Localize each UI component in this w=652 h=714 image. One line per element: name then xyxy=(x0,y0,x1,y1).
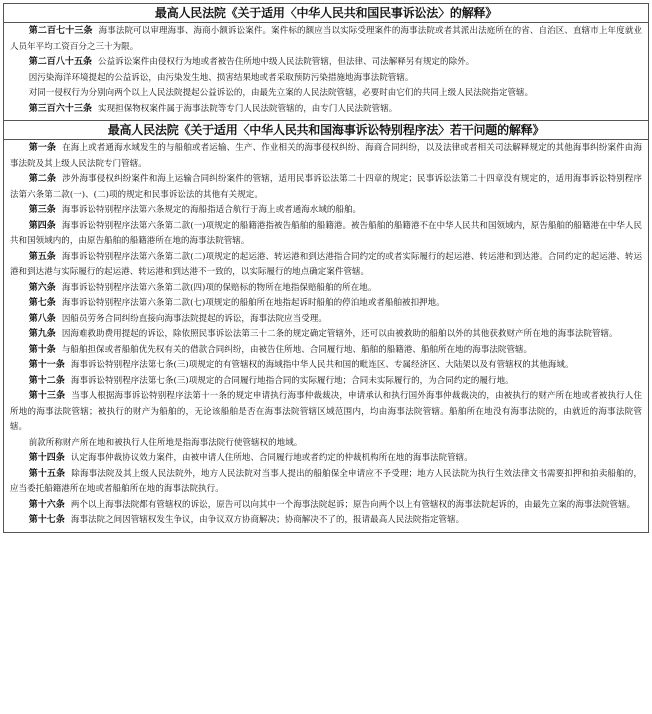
paragraph-text: 与船舶担保或者船舶优先权有关的借款合同纠纷，由被告住所地、合同履行地、船舶的船籍港、船舶所在地的海事法院管辖。 xyxy=(61,344,533,355)
section-content xyxy=(4,140,648,532)
paragraph-text: 对同一侵权行为分别向两个以上人民法院提起公益诉讼的，由最先立案的人民法院管辖，必要时由它们的共同上级人民法院指定管辖。 xyxy=(28,88,534,98)
paragraph-text: 海事诉讼特别程序法第六条第二款(一)项规定的船籍港指被告船舶的船籍港。被告船舶的船籍港不在中华人民共和国领域内，原告船舶的船籍港在中华人民共和国领域内的，由原告船舶的船籍港所在地的海事法院管辖。 xyxy=(10,220,643,246)
paragraph xyxy=(10,86,642,102)
article-number: 第三百六十三条 xyxy=(28,103,93,114)
paragraph xyxy=(10,343,642,359)
paragraph-text: 因海难救助费用提起的诉讼，除依照民事诉讼法第三十二条的规定确定管辖外，还可以由被救助的船舶以外的其他获救财产所在地的海事法院管辖。 xyxy=(61,329,618,339)
paragraph xyxy=(10,374,642,390)
paragraph xyxy=(10,296,642,312)
paragraph xyxy=(10,451,642,467)
paragraph-text: 海事诉讼特别程序法第六条第二款(二)项规定的起运港、转运港和到达港指合同约定的或者实际履行的起运港、转运港和到达港。合同约定的起运港、转运港和到达港与实际履行的起运港、转运港和到达港不一致的，以实际履行的地点确定案件管辖。 xyxy=(10,251,643,277)
paragraph xyxy=(10,55,642,71)
paragraph xyxy=(10,24,642,55)
section-title: 最高人民法院《关于适用〈中华人民共和国海事诉讼特别程序法〉若干问题的解释》 xyxy=(4,121,648,140)
article-number: 第十二条 xyxy=(28,375,65,386)
paragraph xyxy=(10,203,642,219)
paragraph-text: 前款所称财产所在地和被执行人住所地是指海事法院行使管辖权的地域。 xyxy=(28,437,303,448)
article-number: 第二百七十三条 xyxy=(28,26,93,36)
paragraph-text: 涉外海事侵权纠纷案件和海上运输合同纠纷案件的管辖，适用民事诉讼法第二十四章的规定；民事诉讼法第二十四章没有规定的，适用海事诉讼特别程序法第六条第二款(一)、(二)项的规定和民事诉讼法的其他有关规定。 xyxy=(10,174,642,200)
paragraph xyxy=(10,467,642,498)
article-number: 第四条 xyxy=(28,220,56,231)
paragraph-text: 海事诉讼特别程序法第六条规定的海船指适合航行于海上或者通海水域的船舶。 xyxy=(61,205,362,215)
paragraph xyxy=(10,219,642,250)
document-page xyxy=(3,3,649,533)
paragraph-text: 海事法院可以审理海事、海商小额诉讼案件。案件标的额应当以实际受理案件的海事法院或者其派出法庭所在的省、自治区、直辖市上年度就业人员年平均工资百分之三十为限。 xyxy=(10,26,642,52)
section-title: 最高人民法院《关于适用〈中华人民共和国民事诉讼法〉的解释》 xyxy=(4,4,648,23)
paragraph xyxy=(10,389,642,436)
paragraph xyxy=(10,71,642,87)
paragraph-text: 海事诉讼特别程序法第七条(三)项规定的有管辖权的海域指中华人民共和国的毗连区、专属经济区、大陆架以及有管辖权的其他海域。 xyxy=(70,360,574,370)
article-number: 第十条 xyxy=(28,344,56,355)
paragraph xyxy=(10,250,642,281)
article-number: 第十四条 xyxy=(28,453,65,463)
paragraph-text: 海事诉讼特别程序法第六条第二款(四)项的保赔标的物所在地指保赔船舶的所在地。 xyxy=(61,282,377,293)
article-number: 第十六条 xyxy=(28,499,65,510)
paragraph-text: 实现担保物权案件属于海事法院等专门人民法院管辖的，由专门人民法院管辖。 xyxy=(98,103,398,114)
paragraph xyxy=(10,513,642,529)
paragraph xyxy=(10,141,642,172)
paragraph-text: 因船员劳务合同纠纷直接向海事法院提起的诉讼，海事法院应当受理。 xyxy=(61,313,327,324)
article-number: 第二百八十五条 xyxy=(28,57,93,67)
paragraph xyxy=(10,172,642,203)
paragraph-text: 海事法院之间因管辖权发生争议，由争议双方协商解决；协商解决不了的，报请最高人民法院指定管辖。 xyxy=(70,515,465,525)
article-number: 第十五条 xyxy=(28,468,66,479)
paragraph xyxy=(10,436,642,452)
paragraph xyxy=(10,312,642,328)
article-number: 第十七条 xyxy=(28,515,65,525)
paragraph-text: 在海上或者通海水域发生的与船舶或者运输、生产、作业相关的海事侵权纠纷、海商合同纠纷，以及法律或者相关司法解释规定的其他海事纠纷案件由海事法院及其上级人民法院专门管辖。 xyxy=(10,143,642,169)
paragraph-text: 认定海事仲裁协议效力案件，由被申请人住所地、合同履行地或者约定的仲裁机构所在地的海事法院管辖。 xyxy=(70,453,473,463)
section-maritime-procedure-interpretation xyxy=(3,121,649,533)
article-number: 第十三条 xyxy=(28,391,66,401)
article-number: 第五条 xyxy=(28,251,56,262)
paragraph-text: 当事人根据海事诉讼特别程序法第十一条的规定申请执行海事仲裁裁决，申请承认和执行国外海事仲裁裁决的，由被执行的财产所在地或者被执行人住所地的海事法院管辖；被执行的财产为船舶的，无论该船舶是否在海事法院管辖区域范围内，均由海事法院管辖。船舶所在地没有海事法院的，由就近的海事法院管辖。 xyxy=(10,391,643,432)
article-number: 第一条 xyxy=(28,143,57,153)
paragraph xyxy=(10,327,642,343)
paragraph xyxy=(10,102,642,118)
paragraph-text: 两个以上海事法院都有管辖权的诉讼，原告可以向其中一个海事法院起诉；原告向两个以上有管辖权的海事法院起诉的，由最先立案的海事法院管辖。 xyxy=(70,499,636,510)
article-number: 第三条 xyxy=(28,205,56,215)
paragraph-text: 海事诉讼特别程序法第六条第二款(七)项规定的船舶所在地指起诉时船舶的停泊地或者船舶被扣押地。 xyxy=(61,298,445,308)
section-civil-procedure-interpretation xyxy=(3,3,649,121)
article-number: 第八条 xyxy=(28,313,56,324)
paragraph-text: 海事诉讼特别程序法第七条(三)项规定的合同履行地指合同的实际履行地；合同未实际履行的，为合同约定的履行地。 xyxy=(70,375,514,386)
article-number: 第七条 xyxy=(28,298,56,308)
article-number: 第十一条 xyxy=(28,360,65,370)
article-number: 第二条 xyxy=(28,174,57,184)
paragraph-text: 因污染海洋环境提起的公益诉讼，由污染发生地、损害结果地或者采取预防污染措施地海事法院管辖。 xyxy=(28,72,414,83)
paragraph xyxy=(10,498,642,514)
paragraph xyxy=(10,358,642,374)
article-number: 第九条 xyxy=(28,329,56,339)
paragraph-text: 除海事法院及其上级人民法院外，地方人民法院对当事人提出的船舶保全申请应不予受理；地方人民法院为执行生效法律文书需要扣押和拍卖船舶的，应当委托船籍港所在地或者船舶所在地的海事法院执行。 xyxy=(10,468,643,494)
article-number: 第六条 xyxy=(28,282,56,293)
section-content xyxy=(4,23,648,120)
paragraph xyxy=(10,281,642,297)
paragraph-text: 公益诉讼案件由侵权行为地或者被告住所地中级人民法院管辖，但法律、司法解释另有规定的除外。 xyxy=(98,57,475,67)
